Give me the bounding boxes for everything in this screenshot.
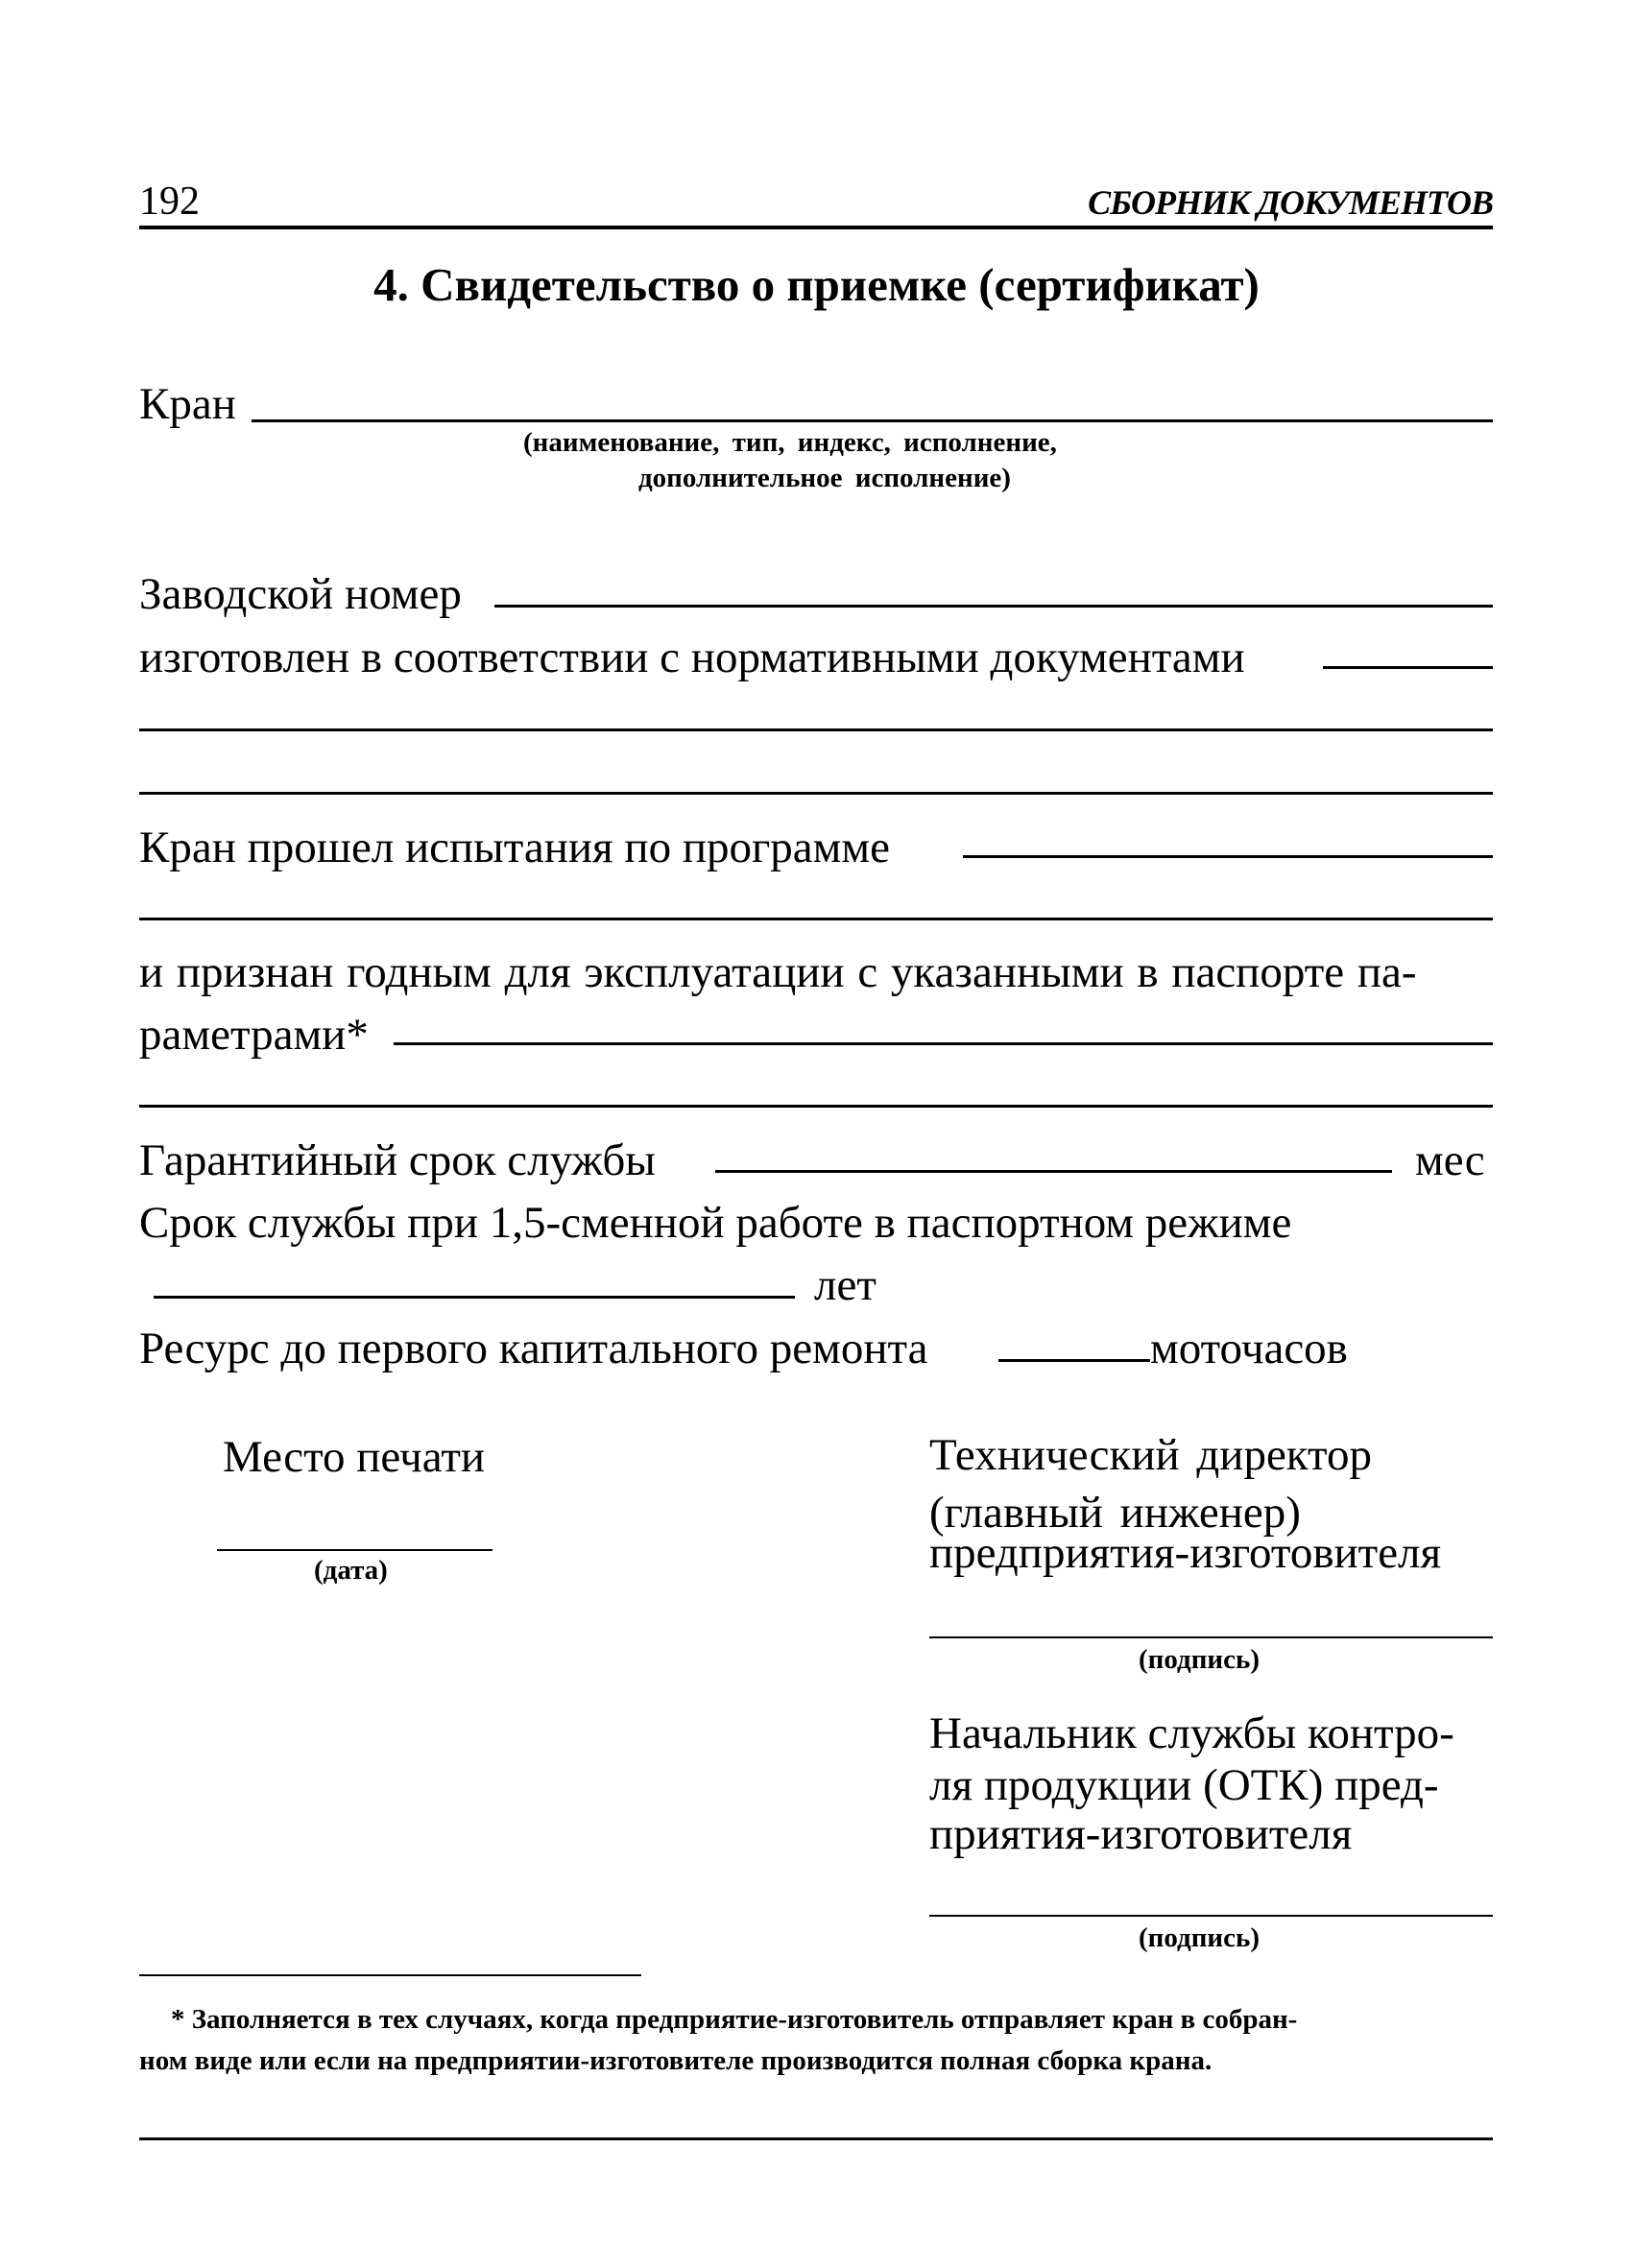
date-caption: (дата) [314,1555,388,1586]
technical-director-signature-field[interactable] [929,1636,1493,1638]
serial-number-field[interactable] [494,605,1493,608]
technical-director-line-3: предприятия-изготовителя [929,1528,1442,1578]
qc-head-line-3: приятия-изготовителя [929,1809,1353,1859]
crane-name-field[interactable] [252,419,1493,422]
fitness-text-line-1: и признан годным для эксплуатации с указанными в паспорте па- [139,947,1417,997]
resource-label: Ресурс до первого капитального ремонта [139,1324,928,1373]
qc-head-line-1: Начальник службы контро- [929,1708,1454,1758]
warranty-unit: мес [1415,1135,1485,1185]
footnote-line-2: ном виде или если на предприятии-изготовителе производится полная сборка крана. [139,2045,1213,2076]
header-rule [139,226,1493,229]
service-life-unit: лет [814,1260,877,1310]
crane-caption-1: (наименование, тип, индекс, исполнение, [523,427,1057,458]
stamp-place-label: Место печати [223,1432,486,1482]
footnote-separator [139,1974,641,1976]
fitness-text-line-2: раметрами* [139,1010,369,1060]
test-program-field[interactable] [963,855,1493,858]
crane-caption-2: дополнительное исполнение) [638,463,1011,493]
service-life-field[interactable] [154,1296,795,1299]
qc-head-signature-caption: (подпись) [1139,1922,1260,1953]
footnote-line-1: * Заполняется в тех случаях, когда предприятие-изготовитель отправляет кран в собран- [171,2004,1298,2035]
regulatory-docs-field-line-2[interactable] [139,728,1493,731]
qc-head-line-2: ля продукции (ОТК) пред- [929,1760,1439,1810]
test-program-label: Кран прошел испытания по программе [139,823,890,872]
technical-director-line-1: Технический директор [929,1430,1372,1480]
crane-label: Кран [139,379,236,429]
resource-unit: моточасов [1150,1324,1348,1373]
technical-director-line-2: (главный инженер) [929,1488,1301,1538]
page-number: 192 [139,179,200,224]
test-program-field-line-2[interactable] [139,918,1493,920]
resource-field[interactable] [998,1359,1150,1362]
qc-head-signature-field[interactable] [929,1915,1493,1917]
technical-director-signature-caption: (подпись) [1139,1644,1260,1675]
parameters-field-line-2[interactable] [139,1105,1493,1108]
regulatory-docs-field[interactable] [1323,666,1493,669]
parameters-field[interactable] [394,1042,1493,1045]
serial-number-label: Заводской номер [139,569,462,619]
warranty-label: Гарантийный срок службы [139,1135,656,1185]
page-title: 4. Свидетельство о приемке (сертификат) [373,258,1260,311]
bottom-rule [139,2137,1493,2140]
warranty-field[interactable] [715,1170,1392,1173]
service-life-label: Срок службы при 1,5-сменной работе в паспортном режиме [139,1198,1292,1248]
running-title: СБОРНИК ДОКУМЕНТОВ [1088,183,1493,222]
date-field[interactable] [217,1549,492,1551]
regulatory-docs-field-line-3[interactable] [139,792,1493,795]
regulatory-docs-label: изготовлен в соответствии с нормативными документами [139,633,1245,682]
